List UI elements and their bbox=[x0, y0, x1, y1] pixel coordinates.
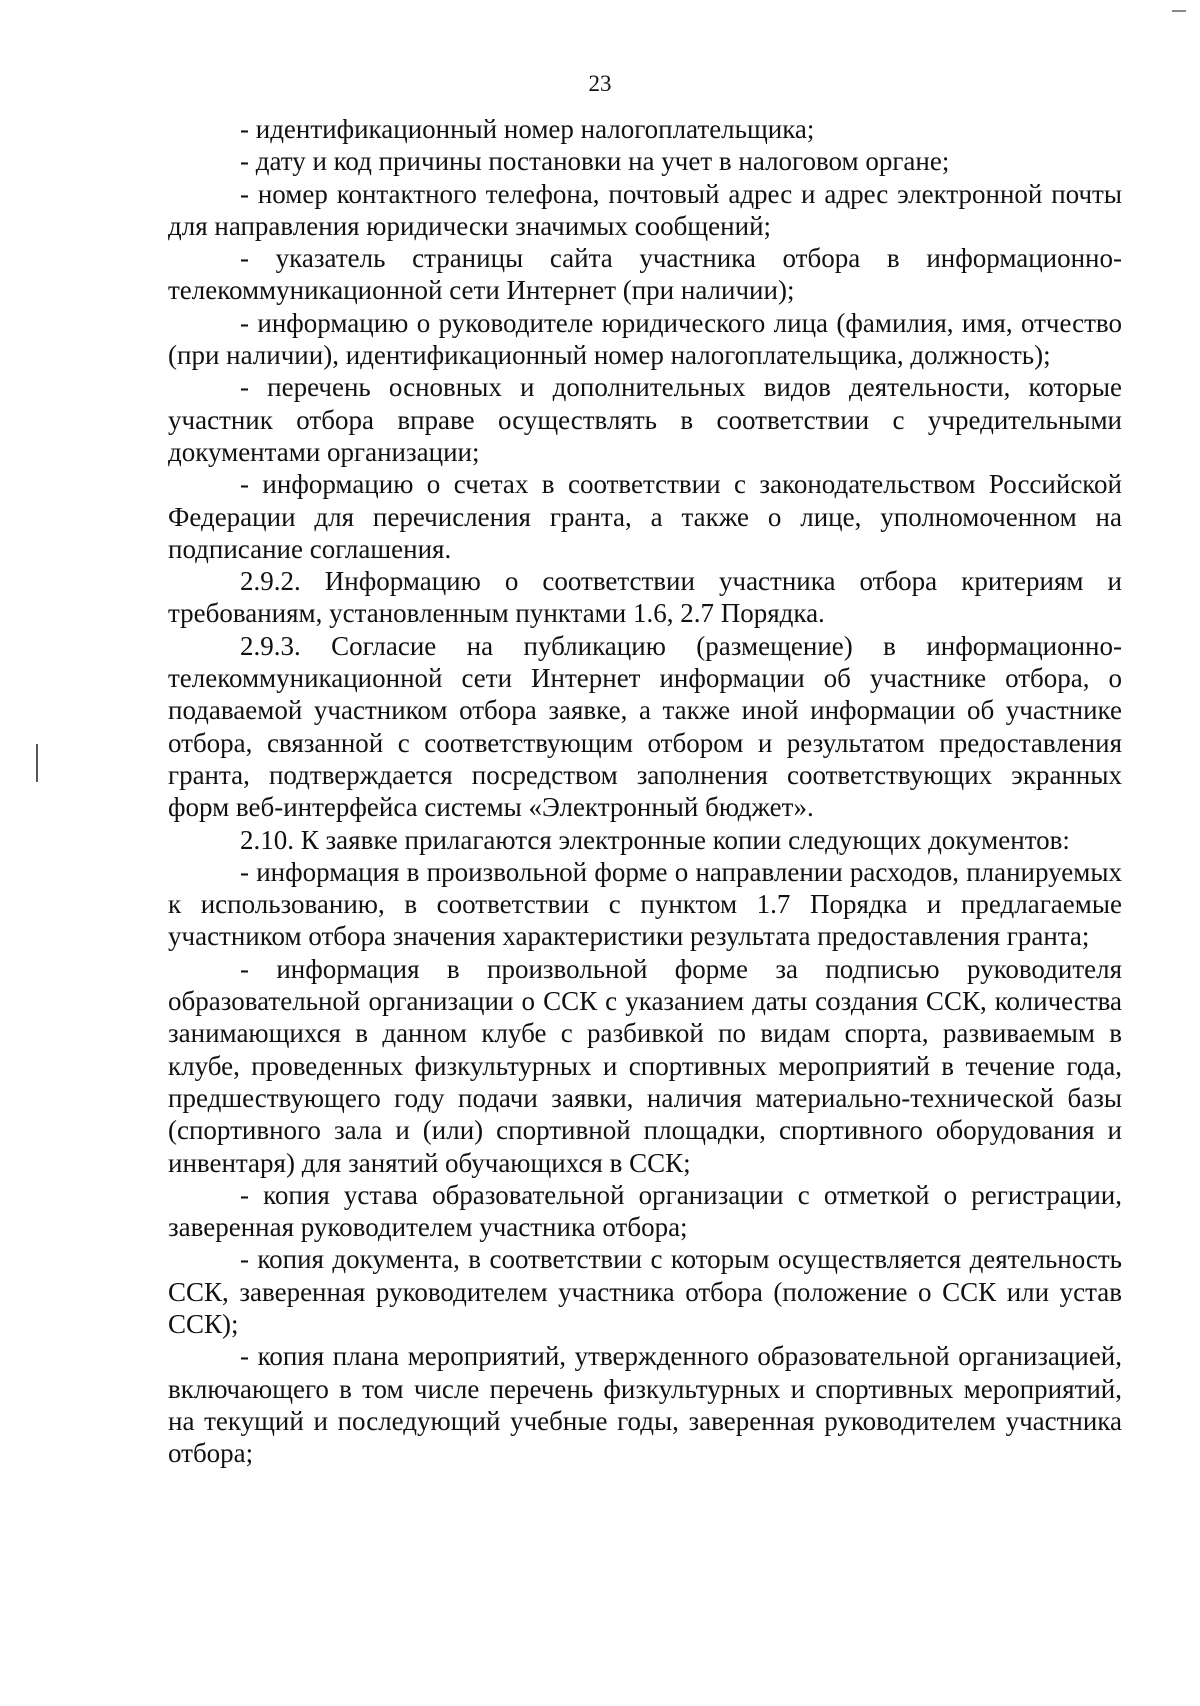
paragraph-head-info: - информацию о руководителе юридического лица (фамилия, имя, отчество (при наличии), идентификационный номер налогоплательщика, должность); bbox=[168, 307, 1122, 371]
scan-margin-line bbox=[36, 744, 38, 782]
paragraph-tax-registration: - дату и код причины постановки на учет в налоговом органе; bbox=[240, 146, 950, 177]
paragraph-ssk-document-copy: - копия документа, в соответствии с которым осуществляется деятельность ССК, заверенная руководителем участника отбора (положение о ССК или устав ССК); bbox=[168, 1244, 1122, 1339]
paragraph-charter-copy: - копия устава образовательной организации с отметкой о регистрации, заверенная руководителем участника отбора; bbox=[168, 1179, 1122, 1243]
paragraph-activities: - перечень основных и дополнительных видов деятельности, которые участник отбора вправе осуществлять в соответствии с учредительными документами организации; bbox=[168, 372, 1122, 467]
paragraph-2-9-2: 2.9.2. Информацию о соответствии участника отбора критериям и требованиям, установленным пунктами 1.6, 2.7 Порядка. bbox=[168, 566, 1122, 629]
paragraph-2-9-3: 2.9.3. Согласие на публикацию (размещение) в информационно-телекоммуникационной сети Интернет информации об участнике отбора, о подаваемой участником отбора заявке, а также иной информации об участнике отбора, связанной с соответствующим отбором и результатом предоставления гранта, подтверждается посредством заполнения соответствующих экранных форм веб-интерфейса системы «Электронный бюджет». bbox=[168, 630, 1122, 823]
paragraph-accounts: - информацию о счетах в соответствии с законодательством Российской Федерации для перечисления гранта, а также о лице, уполномоченном на подписание соглашения. bbox=[168, 469, 1122, 564]
paragraph-events-plan-copy: - копия плана мероприятий, утвержденного образовательной организацией, включающего в том числе перечень физкультурных и спортивных мероприятий, на текущий и последующий учебные годы, заверенная руководителем участника отбора; bbox=[168, 1341, 1122, 1469]
document-body bbox=[168, 113, 1122, 1469]
paragraph-website: - указатель страницы сайта участника отбора в информационно-телекоммуникационной сети Интернет (при наличии); bbox=[168, 243, 1122, 306]
paragraph-ssk-info: - информация в произвольной форме за подписью руководителя образовательной организации о ССК с указанием даты создания ССК, количества занимающихся в данном клубе с разбивкой по видам спорта, развиваемым в клубе, проведенных физкультурных и спортивных мероприятий в течение года, предшествующего году подачи заявки, наличия материально-технической базы (спортивного зала и (или) спортивной площадки, спортивного оборудования и инвентаря) для занятий обучающихся в ССК; bbox=[168, 953, 1122, 1178]
scan-artifact-mark bbox=[1172, 10, 1186, 12]
page-number: 23 bbox=[588, 71, 612, 96]
paragraph-2-10: 2.10. К заявке прилагаются электронные копии следующих документов: bbox=[240, 824, 1070, 855]
paragraph-contacts: - номер контактного телефона, почтовый адрес и адрес электронной почты для направления юридически значимых сообщений; bbox=[168, 178, 1122, 241]
paragraph-inn: - идентификационный номер налогоплательщика; bbox=[240, 114, 815, 144]
paragraph-expenses-info: - информация в произвольной форме о направлении расходов, планируемых к использованию, в соответствии с пунктом 1.7 Порядка и предлагаемые участником отбора значения характеристики результата предоставления гранта; bbox=[168, 856, 1122, 952]
